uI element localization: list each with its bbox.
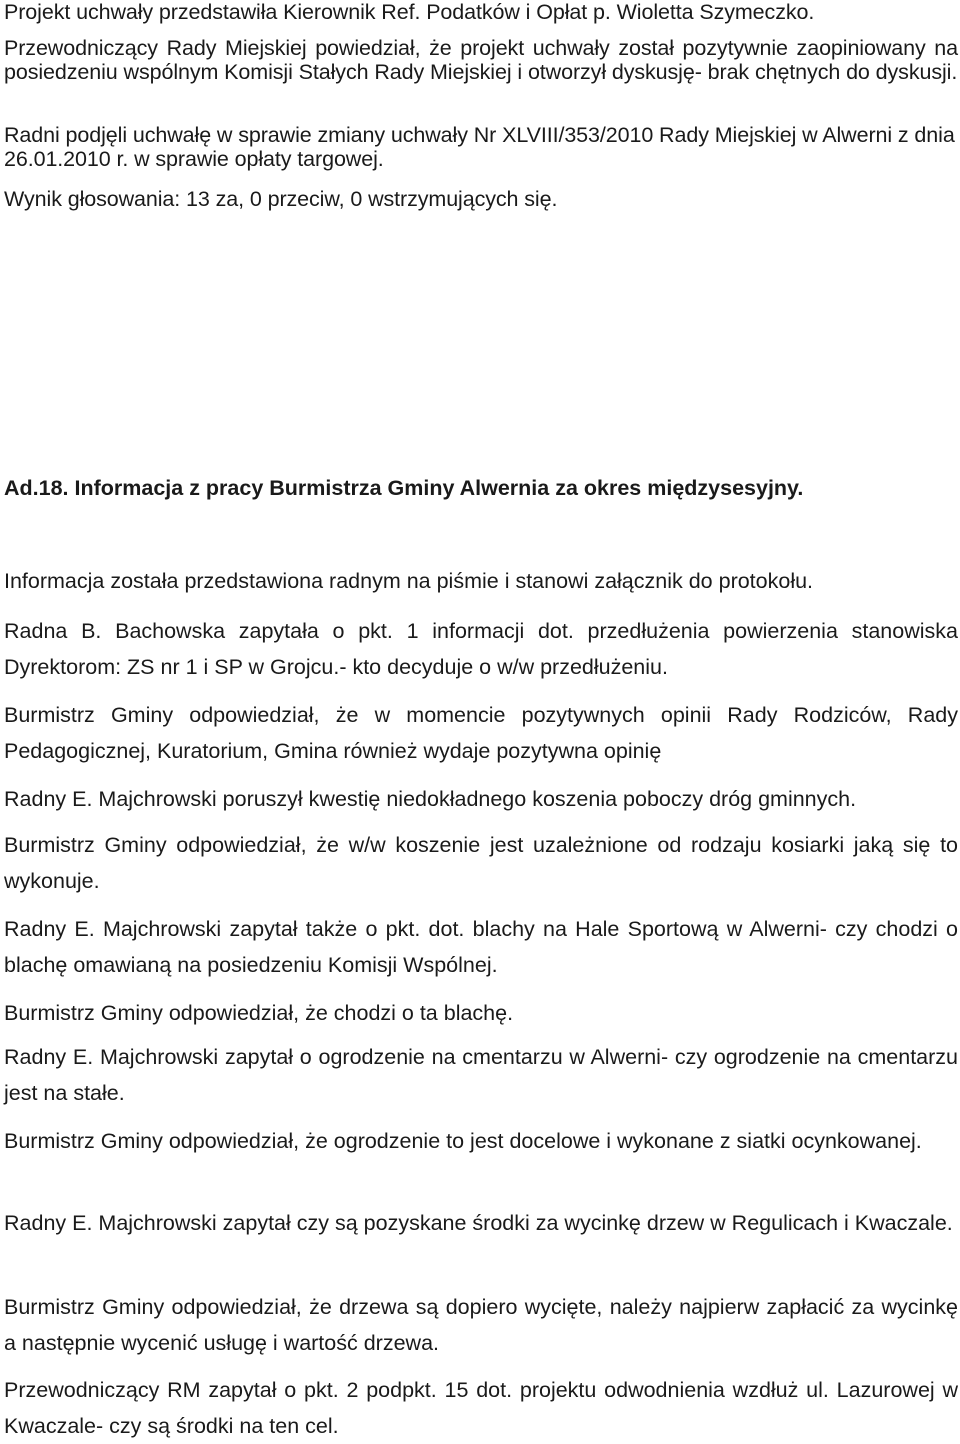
paragraph-info-presented: Informacja została przedstawiona radnym na piśmie i stanowi załącznik do protokołu. <box>4 569 814 593</box>
section-heading: Ad.18. Informacja z pracy Burmistrza Gminy Alwernia za okres międzysesyjny. <box>4 476 804 500</box>
chair-opinion-paragraph: Przewodniczący Rady Miejskiej powiedział, że projekt uchwały został pozytywnie zaopiniowany na posiedzeniu wspólnym Komisji Stałych Rady Miejskiej i otworzył dyskusję- brak chętnych do dyskusji. <box>4 36 958 84</box>
paragraph-chair-drainage-question: Przewodniczący RM zapytał o pkt. 2 podpkt. 15 dot. projektu odwodnienia wzdłuż ul. Lazurowej w Kwaczale- czy są środki na ten cel. <box>4 1378 958 1438</box>
paragraph-bachowska-question: Radna B. Bachowska zapytała o pkt. 1 informacji dot. przedłużenia powierzenia stanowiska Dyrektorom: ZS nr 1 i SP w Grojcu.- kto decyduje o w/w przedłużeniu. <box>4 619 958 679</box>
presenter-line: Projekt uchwały przedstawiła Kierownik Ref. Podatków i Opłat p. Wioletta Szymeczko. <box>4 0 815 24</box>
paragraph-mayor-answer-sheet-metal: Burmistrz Gminy odpowiedział, że chodzi o ta blachę. <box>4 1001 514 1025</box>
paragraph-mayor-answer-tree-felling: Burmistrz Gminy odpowiedział, że drzewa są dopiero wycięte, należy najpierw zapłacić za wycinkę a następnie wycenić usługę i wartość drzewa. <box>4 1295 958 1355</box>
paragraph-majchrowski-fence: Radny E. Majchrowski zapytał o ogrodzenie na cmentarzu w Alwerni- czy ogrodzenie na cmentarzu jest na stałe. <box>4 1045 958 1105</box>
paragraph-majchrowski-tree-felling: Radny E. Majchrowski zapytał czy są pozyskane środki za wycinkę drzew w Regulicach i Kwaczale. <box>4 1211 953 1235</box>
paragraph-mayor-answer-mowing: Burmistrz Gminy odpowiedział, że w/w koszenie jest uzależnione od rodzaju kosiarki jaką się to wykonuje. <box>4 833 958 893</box>
paragraph-majchrowski-mowing: Radny E. Majchrowski poruszył kwestię niedokładnego koszenia poboczy dróg gminnych. <box>4 787 857 811</box>
vote-result-line: Wynik głosowania: 13 za, 0 przeciw, 0 wstrzymujących się. <box>4 187 558 211</box>
resolution-paragraph: Radni podjęli uchwałę w sprawie zmiany uchwały Nr XLVIII/353/2010 Rady Miejskiej w Alwerni z dnia 26.01.2010 r. w sprawie opłaty targowej. <box>4 123 955 171</box>
paragraph-mayor-answer-fence: Burmistrz Gminy odpowiedział, że ogrodzenie to jest docelowe i wykonane z siatki ocynkowanej. <box>4 1129 922 1153</box>
paragraph-mayor-answer-opinions: Burmistrz Gminy odpowiedział, że w momencie pozytywnych opinii Rady Rodziców, Rady Pedagogicznej, Kuratorium, Gmina również wydaje pozytywna opinię <box>4 703 958 763</box>
paragraph-majchrowski-sheet-metal: Radny E. Majchrowski zapytał także o pkt. dot. blachy na Hale Sportową w Alwerni- czy chodzi o blachę omawianą na posiedzeniu Komisji Wspólnej. <box>4 917 958 977</box>
